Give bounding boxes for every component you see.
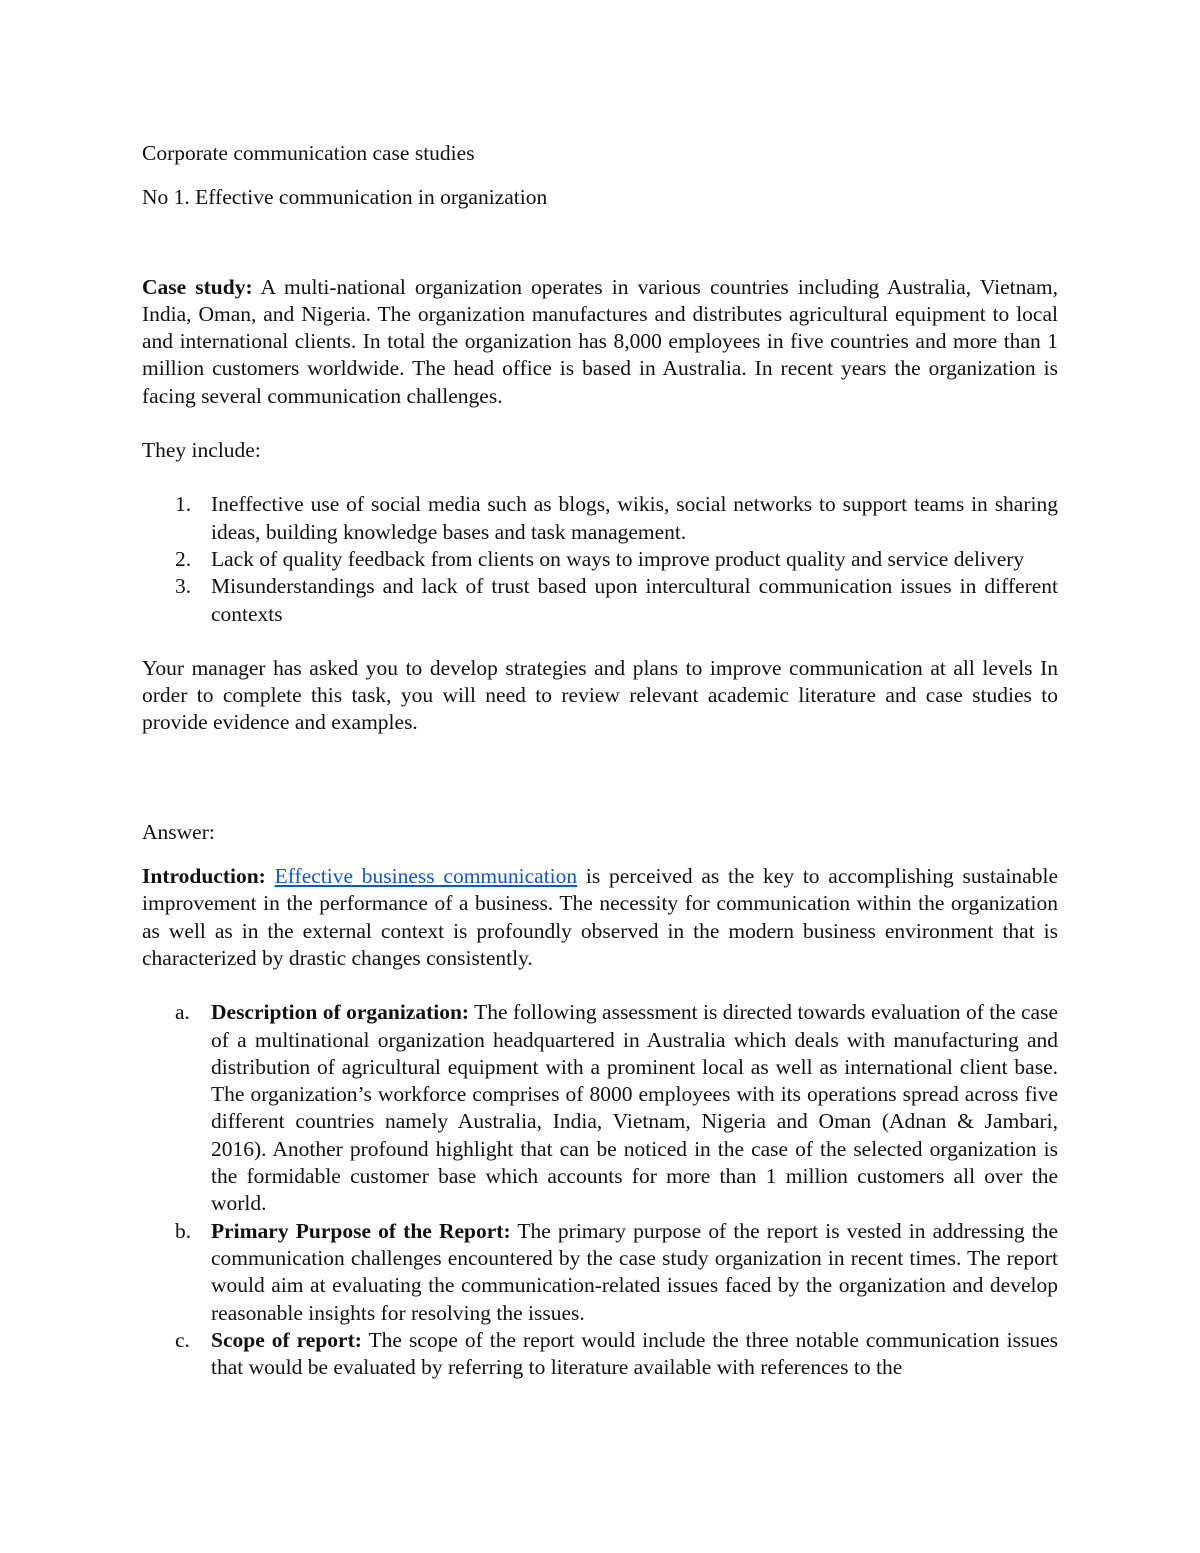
list-item xyxy=(142,546,1058,573)
section-text: The scope of the report would include the three notable communication issues that would be evaluated by referring to literature available with references to the xyxy=(211,1327,1058,1380)
section-text: The following assessment is directed towards evaluation of the case of a multinational organization headquartered in Australia which deals with manufacturing and distribution of agricultural equipment with a prominent local as well as international client base. The organization’s workforce comprises of 8000 employees with its operations spread across five different countries namely Australia, India, Vietnam, Nigeria and Oman (Adnan & Jambari, 2016). Another profound highlight that can be noticed in the case of the selected organization is the formidable customer base which accounts for more than 1 million customers all over the world. xyxy=(211,1000,1058,1216)
list-item xyxy=(142,1218,1058,1327)
issues-list xyxy=(142,491,1058,627)
list-marker: b. xyxy=(175,1218,192,1243)
document-title: Corporate communication case studies xyxy=(142,141,475,165)
list-marker: 2. xyxy=(175,546,192,571)
list-marker: a. xyxy=(175,1000,190,1025)
list-item-text: Lack of quality feedback from clients on ways to improve product quality and service delivery xyxy=(211,546,1025,571)
document-page xyxy=(142,140,1058,1381)
section-text: The primary purpose of the report is vested in addressing the communication challenges encountered by the case study organization in recent times. The report would aim at evaluating the communication-related issues faced by the organization and develop reasonable insights for resolving the issues. xyxy=(211,1218,1058,1325)
list-marker: 3. xyxy=(175,574,192,599)
list-marker: 1. xyxy=(175,492,192,517)
list-item xyxy=(142,573,1058,628)
case-study-label: Case study: xyxy=(142,274,253,299)
list-marker: c. xyxy=(175,1327,190,1352)
list-item xyxy=(142,999,1058,1217)
introduction-text: is perceived as the key to accomplishing sustainable improvement in the performance of a business. The necessity for communication within the organization as well as in the external context is profoundly observed in the modern business environment that is characterized by drastic changes consistently. xyxy=(142,864,1058,970)
list-item xyxy=(142,491,1058,546)
section-label: Primary Purpose of the Report: xyxy=(211,1218,511,1243)
list-item-text: Ineffective use of social media such as blogs, wikis, social networks to support teams in sharing ideas, building knowledge bases and task management. xyxy=(211,492,1058,544)
case-study-text: A multi-national organization operates in various countries including Australia, Vietnam, India, Oman, and Nigeria. The organization manufactures and distributes agricultural equipment to local and international clients. In total the organization has 8,000 employees in five countries and more than 1 million customers worldwide. The head office is based in Australia. In recent years the organization is facing several communication challenges. xyxy=(142,274,1058,408)
section-label: Description of organization: xyxy=(211,1000,470,1025)
they-include-text: They include: xyxy=(142,438,261,463)
section-label: Scope of report: xyxy=(211,1327,362,1352)
introduction-paragraph xyxy=(142,863,1058,972)
list-item xyxy=(142,1327,1058,1382)
list-item-text: Misunderstandings and lack of trust based upon intercultural communication issues in different contexts xyxy=(211,574,1058,626)
report-sections-list xyxy=(142,999,1058,1381)
document-subtitle: No 1. Effective communication in organization xyxy=(142,185,548,210)
case-study-paragraph xyxy=(142,274,1058,410)
introduction-label: Introduction: xyxy=(142,864,266,889)
answer-label: Answer: xyxy=(142,819,215,844)
effective-business-communication-link[interactable]: Effective business communication xyxy=(274,864,578,889)
manager-request-paragraph: Your manager has asked you to develop strategies and plans to improve communication at all levels In order to complete this task, you will need to review relevant academic literature and case studies to provide evidence and examples. xyxy=(142,655,1058,735)
